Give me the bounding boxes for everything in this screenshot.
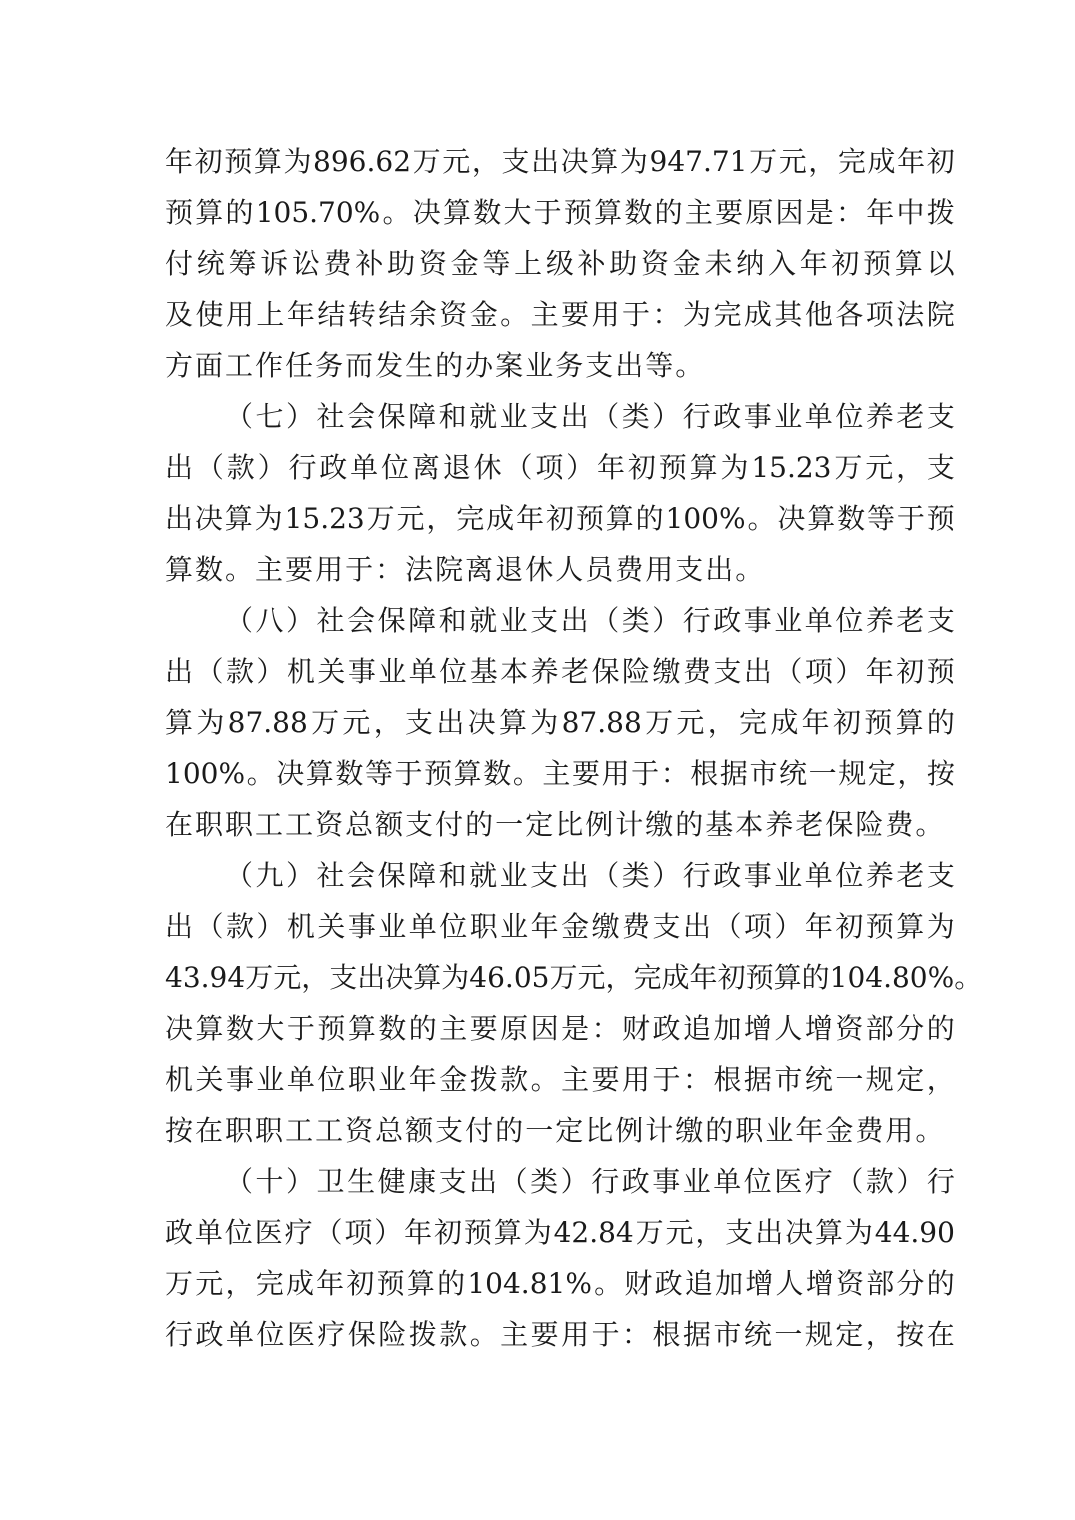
text-line: 100% 。 决 算 数 等 于 预 算 数 。 主 要 用 于 ： 根 据 市 统 一 规 定 ， 按 <box>165 757 955 790</box>
text-line: 机 关 事 业 单 位 职 业 年 金 拨 款 。 主 要 用 于 ： 根 据 市 统 一 规 定 ， <box>165 1063 955 1096</box>
body-text <box>165 136 983 1360</box>
text-line: 年 初 预 算 为 896.62 万 元 ， 支 出 决 算 为 947.71 万 元 ， 完 成 年 初 <box>165 145 955 178</box>
text-line: （ 八 ） 社 会 保 障 和 就 业 支 出 （ 类 ） 行 政 事 业 单 位 养 老 支 <box>225 604 955 637</box>
text-line: 出 决 算 为 15.23 万 元 ， 完 成 年 初 预 算 的 100% 。 决 算 数 等 于 预 <box>165 502 955 535</box>
text-line: 出 （ 款 ） 行 政 单 位 离 退 休 （ 项 ） 年 初 预 算 为 15.23 万 元 ， 支 <box>165 451 955 484</box>
text-line: 算 数 。 主 要 用 于 ： 法 院 离 退 休 人 员 费 用 支 出 。 <box>165 553 764 586</box>
text-line: 预 算 的 105.70% 。 决 算 数 大 于 预 算 数 的 主 要 原 因 是 ： 年 中 拨 <box>165 196 955 229</box>
text-line: （ 十 ） 卫 生 健 康 支 出 （ 类 ） 行 政 事 业 单 位 医 疗 （ 款 ） 行 <box>225 1165 955 1198</box>
text-line: 付 统 筹 诉 讼 费 补 助 资 金 等 上 级 补 助 资 金 未 纳 入 年 初 预 算 以 <box>165 247 955 280</box>
text-line: 在 职 职 工 工 资 总 额 支 付 的 一 定 比 例 计 缴 的 基 本 养 老 保 险 费 。 <box>165 808 944 841</box>
text-line: 及 使 用 上 年 结 转 结 余 资 金 。 主 要 用 于 ： 为 完 成 其 他 各 项 法 院 <box>165 298 955 331</box>
text-line: 算 为 87.88 万 元 ， 支 出 决 算 为 87.88 万 元 ， 完 成 年 初 预 算 的 <box>165 706 955 739</box>
text-line: 按 在 职 职 工 工 资 总 额 支 付 的 一 定 比 例 计 缴 的 职 业 年 金 费 用 。 <box>165 1114 944 1147</box>
text-line: 出 （ 款 ） 机 关 事 业 单 位 职 业 年 金 缴 费 支 出 （ 项 ） 年 初 预 算 为 <box>165 910 955 943</box>
text-line: （ 七 ） 社 会 保 障 和 就 业 支 出 （ 类 ） 行 政 事 业 单 位 养 老 支 <box>225 400 955 433</box>
text-line: 出 （ 款 ） 机 关 事 业 单 位 基 本 养 老 保 险 缴 费 支 出 （ 项 ） 年 初 预 <box>165 655 955 688</box>
text-line: 43.94 万 元 ， 支 出 决 算 为 46.05 万 元 ， 完 成 年 初 预 算 的 104.80% 。 <box>165 961 983 994</box>
text-line: 万 元 ， 完 成 年 初 预 算 的 104.81% 。 财 政 追 加 增 人 增 资 部 分 的 <box>165 1267 955 1300</box>
text-line: 政 单 位 医 疗 （ 项 ） 年 初 预 算 为 42.84 万 元 ， 支 出 决 算 为 44.90 <box>165 1216 955 1249</box>
text-line: 方 面 工 作 任 务 而 发 生 的 办 案 业 务 支 出 等 。 <box>165 349 704 382</box>
text-line: 行 政 单 位 医 疗 保 险 拨 款 。 主 要 用 于 ： 根 据 市 统 一 规 定 ， 按 在 <box>165 1318 955 1351</box>
text-line: 决 算 数 大 于 预 算 数 的 主 要 原 因 是 ： 财 政 追 加 增 人 增 资 部 分 的 <box>165 1012 955 1045</box>
text-line: （ 九 ） 社 会 保 障 和 就 业 支 出 （ 类 ） 行 政 事 业 单 位 养 老 支 <box>225 859 955 892</box>
